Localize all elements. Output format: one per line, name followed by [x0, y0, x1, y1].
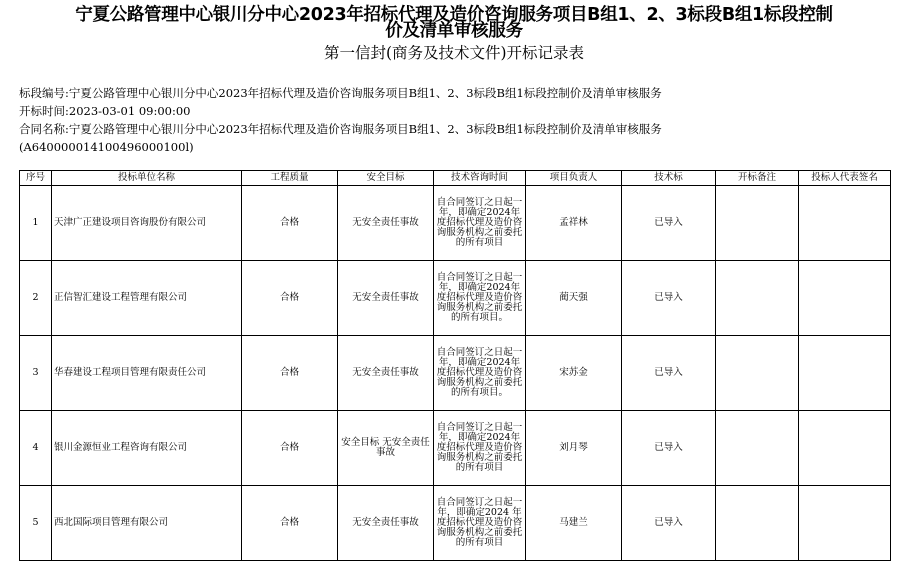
tech-bid: 已导入	[622, 411, 716, 486]
safety-goal: 安全目标 无安全责任事故	[338, 411, 434, 486]
safety-goal: 无安全责任事故	[338, 186, 434, 261]
page-title	[0, 7, 908, 39]
title-line-2: 价及清单审核服务	[385, 21, 523, 41]
project-manager: 宋苏金	[526, 336, 622, 411]
project-manager: 孟祥林	[526, 186, 622, 261]
opening-remark	[716, 486, 799, 561]
table-row	[20, 186, 891, 261]
header-sign: 投标人代表签名	[799, 171, 891, 186]
bid-opening-table	[19, 170, 891, 561]
quality: 合格	[242, 261, 338, 336]
header-tech: 技术标	[622, 171, 716, 186]
tech-bid: 已导入	[622, 486, 716, 561]
rep-signature	[799, 486, 891, 561]
bid-section-line: 标段编号:宁夏公路管理中心银川分中心2023年招标代理及造价咨询服务项目B组1、2、3标段B组1标段控制价及清单审核服务	[19, 86, 662, 100]
company-name: 正信智汇建设工程管理有限公司	[52, 261, 242, 336]
company-name: 华春建设工程项目管理有限责任公司	[52, 336, 242, 411]
header-manager: 项目负责人	[526, 171, 622, 186]
table-header-row	[20, 171, 891, 186]
opening-remark	[716, 261, 799, 336]
quality: 合格	[242, 411, 338, 486]
company-name: 天津广正建设项目咨询股份有限公司	[52, 186, 242, 261]
table-row	[20, 336, 891, 411]
project-manager: 刘月琴	[526, 411, 622, 486]
row-no: 4	[20, 411, 52, 486]
row-no: 1	[20, 186, 52, 261]
safety-goal: 无安全责任事故	[338, 486, 434, 561]
rep-signature	[799, 411, 891, 486]
contract-name-line: 合同名称:宁夏公路管理中心银川分中心2023年招标代理及造价咨询服务项目B组1、2、3标段B组1标段控制价及清单审核服务	[19, 122, 662, 136]
opening-remark	[716, 186, 799, 261]
safety-goal: 无安全责任事故	[338, 336, 434, 411]
table-row	[20, 261, 891, 336]
document-meta	[19, 84, 662, 156]
title-line-1: 宁夏公路管理中心银川分中心2023年招标代理及造价咨询服务项目B组1、2、3标段B组1标段控制	[75, 5, 833, 25]
opening-remark	[716, 411, 799, 486]
company-name: 西北国际项目管理有限公司	[52, 486, 242, 561]
header-period: 技术咨询时间	[434, 171, 526, 186]
page-subtitle: 第一信封(商务及技术文件)开标记录表	[323, 44, 585, 62]
rep-signature	[799, 186, 891, 261]
header-quality: 工程质量	[242, 171, 338, 186]
table-row	[20, 411, 891, 486]
header-no: 序号	[20, 171, 52, 186]
contract-code-line: (A640000014100496000100l)	[19, 140, 194, 154]
tech-bid: 已导入	[622, 336, 716, 411]
opening-remark	[716, 336, 799, 411]
consult-period: 自合同签订之日起一年，即确定2024年度招标代理及造价咨询服务机构之前委托的所有项目	[434, 411, 526, 486]
consult-period: 自合同签订之日起一年，即确定2024年度招标代理及造价咨询服务机构之前委托的所有项目。	[434, 336, 526, 411]
header-remark: 开标备注	[716, 171, 799, 186]
consult-period: 自合同签订之日起一年，即确定2024年度招标代理及造价咨询服务机构之前委托的所有项目。	[434, 261, 526, 336]
rep-signature	[799, 336, 891, 411]
consult-period: 自合同签订之日起一年，即确定2024年度招标代理及造价咨询服务机构之前委托的所有项目	[434, 186, 526, 261]
header-company: 投标单位名称	[52, 171, 242, 186]
table-row	[20, 486, 891, 561]
open-time-line: 开标时间:2023-03-01 09:00:00	[19, 104, 191, 118]
tech-bid: 已导入	[622, 261, 716, 336]
company-name: 银川金源恒业工程咨询有限公司	[52, 411, 242, 486]
header-safety: 安全目标	[338, 171, 434, 186]
quality: 合格	[242, 486, 338, 561]
rep-signature	[799, 261, 891, 336]
project-manager: 蔺天强	[526, 261, 622, 336]
quality: 合格	[242, 336, 338, 411]
safety-goal: 无安全责任事故	[338, 261, 434, 336]
row-no: 3	[20, 336, 52, 411]
consult-period: 自合同签订之日起一年，即确定2024 年度招标代理及造价咨询服务机构之前委托的所有项目	[434, 486, 526, 561]
project-manager: 马建兰	[526, 486, 622, 561]
quality: 合格	[242, 186, 338, 261]
row-no: 5	[20, 486, 52, 561]
tech-bid: 已导入	[622, 186, 716, 261]
row-no: 2	[20, 261, 52, 336]
